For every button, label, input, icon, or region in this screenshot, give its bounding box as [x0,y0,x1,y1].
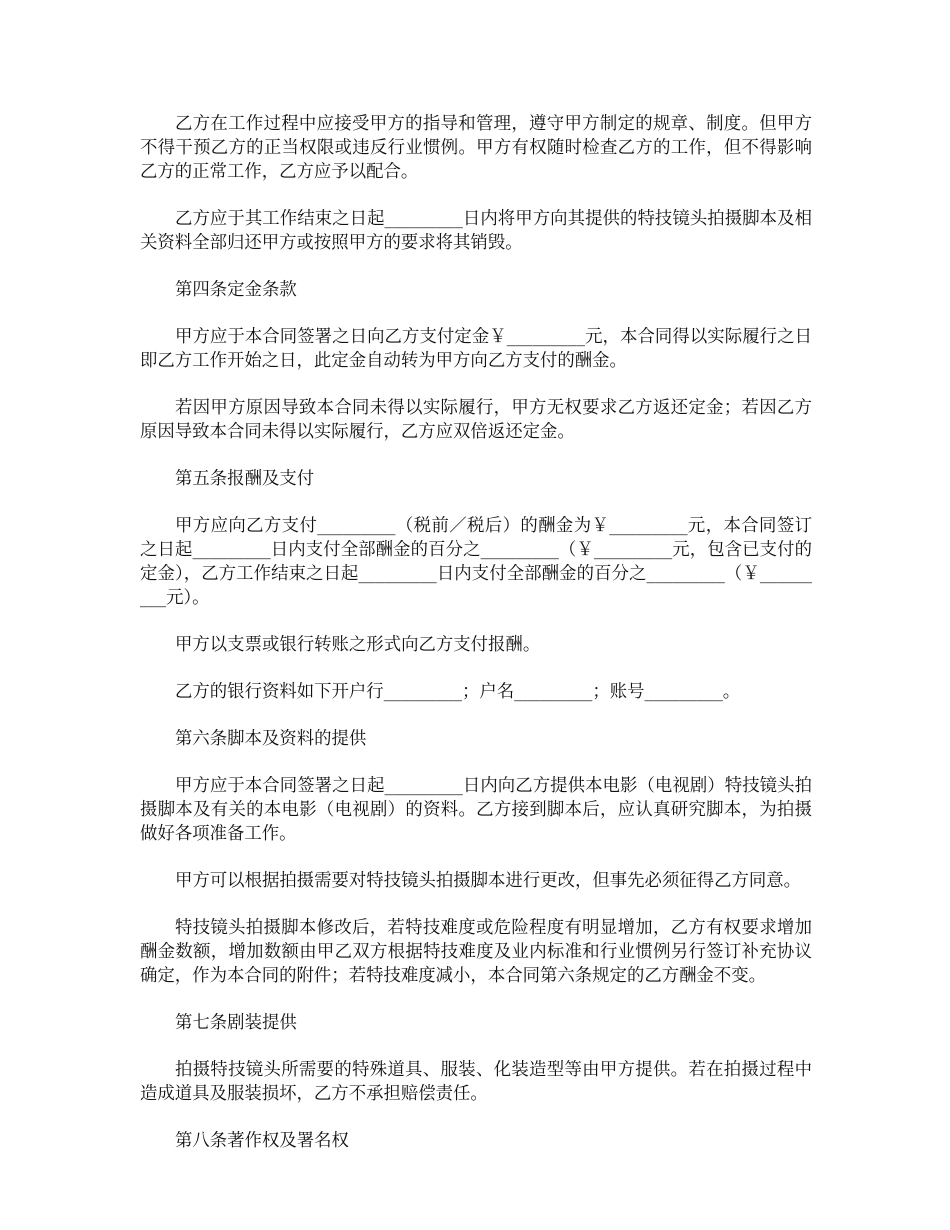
paragraph-payment-method: 甲方以支票或银行转账之形式向乙方支付报酬。 [175,635,541,655]
paragraph-deposit-payment: 甲方应于本合同签署之日向乙方支付定金￥_________元，本合同得以实际履行之日即乙方工作开始之日，此定金自动转为甲方向乙方支付的酬金。 [140,327,812,371]
paragraph-script-provision: 甲方应于本合同签署之日起_________日内向乙方提供本电影（电视剧）特技镜头拍摄脚本及有关的本电影（电视剧）的资料。乙方接到脚本后，应认真研究脚本，为拍摄做好各项准备工作。 [140,776,812,844]
document-body [140,112,812,1176]
paragraph-difficulty-adjustment: 特技镜头拍摄脚本修改后，若特技难度或危险程度有明显增加，乙方有权要求增加酬金数额，增加数额由甲乙双方根据特技难度及业内标准和行业惯例另行签订补充协议确定，作为本合同的附件；若特技难度减小，本合同第六条规定的乙方酬金不变。 [140,918,812,986]
heading-article-7: 第七条剧装提供 [175,1013,297,1033]
heading-article-8: 第八条著作权及署名权 [175,1131,349,1151]
paragraph-remuneration: 甲方应向乙方支付_________（税前／税后）的酬金为￥_________元，本合同签订之日起_________日内支付全部酬金的百分之_________（￥_________元，包含已支付的定金），乙方工作结束之日起_________日内支付全部酬金的百分之_________（￥_________元）。 [140,516,812,608]
paragraph-bank-info: 乙方的银行资料如下开户行_________；户名_________；账号_________。 [175,682,741,702]
heading-article-6: 第六条脚本及资料的提供 [175,729,367,749]
paragraph-props-costumes: 拍摄特技镜头所需要的特殊道具、服装、化装造型等由甲方提供。若在拍摄过程中造成道具及服装损坏，乙方不承担赔偿责任。 [140,1060,812,1104]
heading-article-5: 第五条报酬及支付 [175,469,315,489]
paragraph-guidance-management: 乙方在工作过程中应接受甲方的指导和管理，遵守甲方制定的规章、制度。但甲方不得干预乙方的正当权限或违反行业惯例。甲方有权随时检查乙方的工作，但不得影响乙方的正常工作，乙方应予以配合。 [140,114,812,182]
heading-article-4: 第四条定金条款 [175,280,297,300]
paragraph-return-materials: 乙方应于其工作结束之日起_________日内将甲方向其提供的特技镜头拍摄脚本及相关资料全部归还甲方或按照甲方的要求将其销毁。 [140,209,812,253]
paragraph-script-changes: 甲方可以根据拍摄需要对特技镜头拍摄脚本进行更改，但事先必须征得乙方同意。 [175,871,802,891]
paragraph-deposit-refund: 若因甲方原因导致本合同未得以实际履行，甲方无权要求乙方返还定金；若因乙方原因导致本合同未得以实际履行，乙方应双倍返还定金。 [140,398,812,442]
